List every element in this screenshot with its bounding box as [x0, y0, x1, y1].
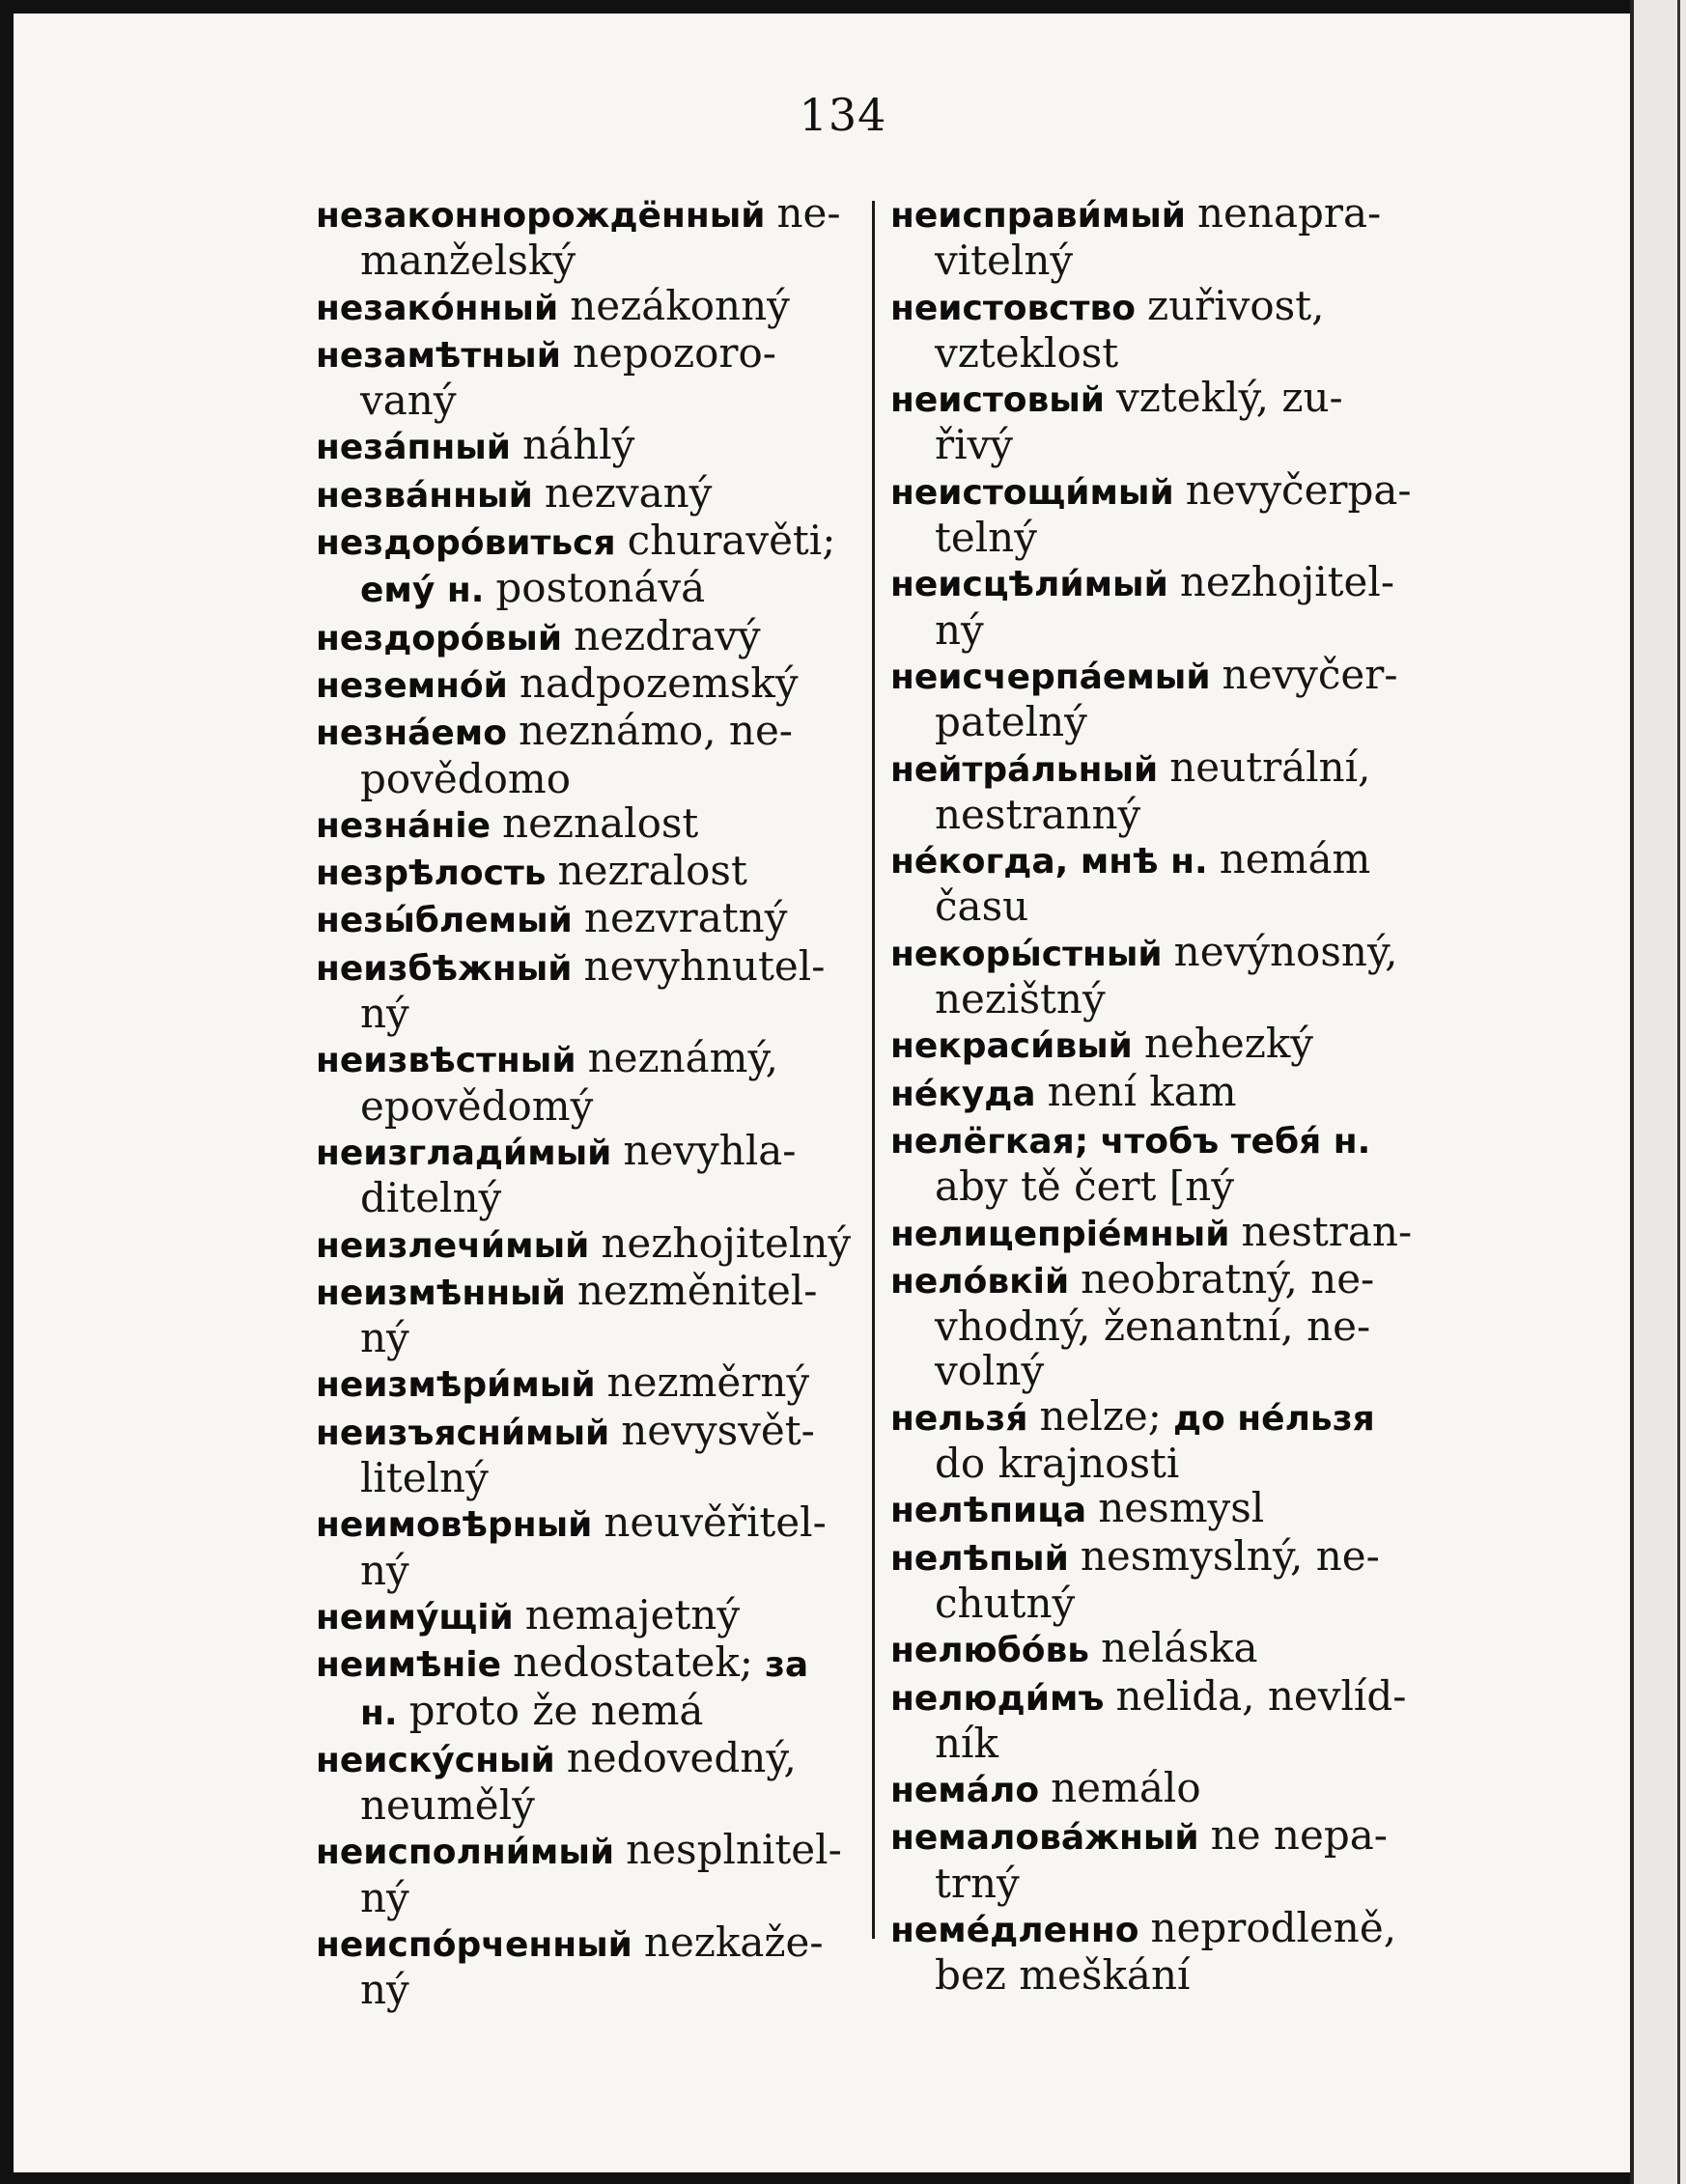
entry-first-line [316, 1126, 861, 1176]
translation: ditelný [360, 1174, 502, 1222]
entry-first-line [316, 423, 861, 470]
dictionary-entry [316, 1360, 861, 1408]
entry-continuation-line [890, 1304, 1441, 1349]
phrase-headword: до нéльзя [1172, 1398, 1375, 1439]
translation: vzteklý, zu- [1116, 374, 1343, 422]
dictionary-entry [890, 1671, 1441, 1767]
entry-first-line [890, 1117, 1441, 1164]
translation: litelný [360, 1454, 489, 1502]
translation: vitelný [935, 237, 1074, 285]
translation: ne- [776, 189, 841, 237]
right-column [890, 191, 1441, 1999]
dictionary-entry [890, 1766, 1441, 1813]
dictionary-entry [316, 191, 861, 284]
translation: nevýnosný, [1173, 927, 1398, 975]
entry-continuation-line [890, 1442, 1441, 1486]
phrase-headword: за [764, 1645, 809, 1686]
headword: неизмѣнный [316, 1273, 566, 1313]
translation: povědomo [360, 754, 572, 802]
headword: незнáемо [316, 714, 507, 754]
entry-first-line [316, 658, 861, 709]
entry-first-line [316, 468, 861, 518]
translation: nedovedný, [566, 1733, 797, 1781]
translation: nezralost [557, 847, 747, 895]
translation: ne nepa- [1210, 1811, 1388, 1860]
translation: neuvěřitel- [604, 1498, 827, 1547]
dictionary-entry [316, 1036, 861, 1129]
headword: нéкуда [890, 1074, 1036, 1114]
headword: неземнóй [316, 665, 508, 706]
translation: nemajetný [524, 1590, 741, 1638]
dictionary-entry [890, 1067, 1441, 1117]
translation: ný [360, 1873, 409, 1921]
translation: trný [935, 1859, 1020, 1907]
translation: proto že nemá [408, 1686, 704, 1734]
translation: nezměrný [606, 1358, 810, 1407]
dictionary-entry [316, 1733, 861, 1830]
dictionary-entry [890, 927, 1441, 1023]
entry-continuation-line [316, 1873, 861, 1921]
entry-first-line [316, 281, 861, 331]
translation: nevyhnutel- [583, 941, 826, 990]
headword: неизвѣстный [316, 1041, 576, 1081]
entry-first-line [316, 1406, 861, 1456]
left-column [316, 191, 861, 2013]
entry-continuation-line [316, 1968, 861, 2012]
entry-first-line [890, 1671, 1441, 1722]
headword: неизбѣжный [316, 948, 573, 989]
headword: неизлечи́мый [316, 1225, 590, 1266]
dictionary-entry [316, 709, 861, 801]
dictionary-entry [316, 798, 861, 849]
translation: vaný [360, 377, 457, 425]
translation: nesmyslný, ne- [1080, 1531, 1380, 1580]
entry-first-line [890, 1254, 1441, 1304]
translation: neumělý [360, 1781, 535, 1830]
headword: нелюди́мъ [890, 1678, 1105, 1719]
headword: нелѣпица [890, 1491, 1087, 1531]
entry-first-line [316, 611, 861, 661]
translation: nezkaže- [643, 1918, 824, 1966]
translation: ný [360, 1314, 409, 1362]
entry-continuation-line [316, 1686, 861, 1736]
translation: ník [935, 1719, 998, 1767]
headword: неимѣніе [316, 1645, 502, 1686]
entry-continuation-line [316, 1456, 861, 1500]
translation: nesmysl [1098, 1484, 1265, 1532]
translation: nemálo [1051, 1764, 1201, 1812]
translation: nesplnitel- [626, 1826, 842, 1874]
headword: нéкогда, мнѣ н. [890, 842, 1208, 882]
headword: нелюбóвь [890, 1631, 1090, 1671]
translation: bez meškání [935, 1951, 1191, 2000]
headword: немаловáжный [890, 1818, 1199, 1859]
headword: немéдленно [890, 1910, 1139, 1950]
dictionary-entry [316, 849, 861, 896]
headword: незаконнорождённый [316, 196, 766, 236]
translation: ný [360, 990, 409, 1038]
headword: нездорóвиться [316, 523, 616, 564]
entry-first-line [890, 742, 1441, 793]
entry-continuation-line [890, 884, 1441, 929]
headword: неистовый [890, 380, 1106, 421]
dictionary-entry [890, 1022, 1441, 1069]
entry-first-line [890, 1813, 1441, 1861]
headword: неизглади́мый [316, 1133, 612, 1173]
translation: nezákonný [570, 281, 790, 329]
headword: нельзя́ [890, 1398, 1028, 1439]
entry-first-line [316, 1266, 861, 1316]
dictionary-entry [890, 376, 1441, 468]
page-edge [1630, 0, 1686, 2184]
entry-first-line [316, 1500, 861, 1548]
entry-first-line [316, 896, 861, 943]
translation: ný [935, 605, 984, 654]
translation: nadpozemský [519, 658, 799, 707]
translation: neznámo, ne- [518, 707, 793, 755]
translation: neprodleně, [1150, 1903, 1397, 1951]
translation: není kam [1047, 1067, 1237, 1115]
entry-first-line [316, 941, 861, 992]
entry-first-line [890, 1067, 1441, 1117]
entry-first-line [890, 376, 1441, 423]
translation: nezvaný [544, 468, 713, 517]
entry-first-line [890, 1531, 1441, 1582]
dictionary-entry [316, 1500, 861, 1593]
entry-first-line [890, 281, 1441, 331]
headword: неистощи́мый [890, 472, 1174, 513]
dictionary-entry [316, 328, 861, 425]
entry-first-line [890, 1903, 1441, 1953]
headword: незáпный [316, 428, 512, 468]
dictionary-entry [316, 896, 861, 943]
dictionary-entry [890, 1391, 1441, 1488]
entry-continuation-line [316, 754, 861, 802]
entry-continuation-line [890, 1953, 1441, 1998]
entry-first-line [890, 1766, 1441, 1813]
entry-first-line [890, 837, 1441, 884]
headword: емý н. [360, 571, 485, 611]
translation: neznalost [502, 798, 699, 847]
translation: náhlý [522, 421, 635, 469]
entry-continuation-line [890, 1719, 1441, 1767]
translation: neznámý, [587, 1034, 779, 1082]
translation: nelida, nevlíd- [1115, 1671, 1407, 1720]
headword: неимовѣрный [316, 1505, 593, 1546]
headword: неисчерпáемый [890, 657, 1211, 697]
translation: neobratný, ne- [1081, 1254, 1375, 1302]
dictionary-entry [890, 281, 1441, 377]
headword: неиспóрченный [316, 1924, 632, 1965]
dictionary-entry [890, 1117, 1441, 1210]
page-number: 134 [799, 89, 887, 141]
headword: неисправи́мый [890, 196, 1186, 236]
entry-continuation-line [316, 238, 861, 283]
headword: незвáнный [316, 475, 533, 516]
entry-continuation-line [316, 1176, 861, 1220]
headword: немáло [890, 1771, 1040, 1811]
entry-continuation-line [316, 1316, 861, 1360]
translation: nezdravý [574, 611, 761, 659]
entry-first-line [890, 1486, 1441, 1533]
dictionary-entry [316, 1266, 861, 1362]
dictionary-entry [890, 1207, 1441, 1257]
entry-continuation-line [890, 790, 1441, 838]
translation: nemám [1219, 835, 1371, 883]
translation: epovědomý [360, 1081, 594, 1130]
entry-first-line [316, 518, 861, 566]
entry-continuation-line [316, 992, 861, 1036]
dictionary-entry [316, 1640, 861, 1736]
translation: nestranný [935, 790, 1141, 838]
dictionary-entry [890, 465, 1441, 562]
entry-continuation-line [890, 1859, 1441, 1907]
entry-continuation-line [890, 328, 1441, 377]
entry-continuation-line [316, 1783, 861, 1828]
translation: vzteklost [935, 328, 1119, 377]
translation: do krajnosti [935, 1440, 1180, 1488]
headword: некоры́стный [890, 934, 1163, 974]
translation: nedostatek; [513, 1638, 753, 1687]
translation: telný [935, 514, 1037, 562]
entry-first-line [316, 1036, 861, 1083]
translation: postonává [495, 564, 706, 612]
headword: незакóнный [316, 288, 559, 328]
dictionary-entry [316, 1218, 861, 1269]
entry-continuation-line [890, 1579, 1441, 1627]
headword: некраси́вый [890, 1026, 1133, 1067]
translation: nevyčer- [1222, 650, 1398, 698]
headword: нездорóвый [316, 618, 563, 658]
translation: nenapra- [1197, 189, 1382, 237]
dictionary-entry [890, 560, 1441, 653]
headword: незрѣлость [316, 854, 547, 894]
dictionary-entry [316, 611, 861, 661]
translation: nezištný [935, 975, 1106, 1023]
entry-first-line [316, 709, 861, 756]
headword: нейтрáльный [890, 749, 1159, 790]
translation: chutný [935, 1579, 1076, 1627]
headword: незнáніе [316, 805, 492, 846]
headword: неисцѣли́мый [890, 565, 1168, 605]
entry-first-line [316, 1360, 861, 1408]
entry-first-line [890, 927, 1441, 977]
translation: nezhojitel- [1179, 558, 1395, 606]
entry-first-line [316, 1590, 861, 1640]
entry-continuation-line [890, 977, 1441, 1022]
entry-first-line [890, 1626, 1441, 1673]
translation: řivý [935, 421, 1013, 469]
dictionary-entry [316, 1590, 861, 1640]
dictionary-entry [316, 1828, 861, 1920]
dictionary-entry [890, 1813, 1441, 1906]
entry-first-line [316, 1218, 861, 1269]
dictionary-entry [890, 1903, 1441, 2000]
translation: nezvratný [583, 894, 788, 942]
entry-first-line [316, 328, 861, 378]
translation: manželský [360, 237, 576, 285]
entry-first-line [316, 849, 861, 896]
headword: неискýсный [316, 1740, 555, 1780]
entry-first-line [316, 1920, 861, 1968]
translation: nevyhla- [623, 1126, 797, 1174]
headword: нелѣпый [890, 1538, 1069, 1579]
dictionary-entry [316, 423, 861, 470]
translation: nestran- [1241, 1207, 1413, 1255]
dictionary-entry [316, 468, 861, 518]
entry-first-line [316, 1733, 861, 1783]
headword: нелицепріéмный [890, 1214, 1230, 1254]
headword: неистовство [890, 288, 1136, 328]
dictionary-entry [316, 1406, 861, 1502]
headword: нелóвкій [890, 1261, 1070, 1302]
dictionary-entry [890, 1486, 1441, 1533]
dictionary-entry [890, 191, 1441, 284]
column-divider [872, 201, 875, 1939]
dictionary-entry [890, 837, 1441, 930]
entry-first-line [890, 650, 1441, 700]
translation: nezměnitel- [576, 1266, 818, 1314]
translation: neutrální, [1169, 742, 1371, 791]
dictionary-entry [890, 1254, 1441, 1395]
translation: ný [360, 1546, 409, 1594]
entry-first-line [890, 465, 1441, 516]
entry-continuation-line [890, 238, 1441, 283]
dictionary-entry [316, 281, 861, 331]
headword: н. [360, 1693, 398, 1733]
translation: aby tě čert [ný [935, 1162, 1234, 1211]
dictionary-entry [316, 1920, 861, 2013]
dictionary-entry [316, 658, 861, 709]
entry-continuation-line [316, 1081, 861, 1130]
entry-first-line [890, 1391, 1441, 1442]
dictionary-entry [890, 742, 1441, 838]
translation: zuřivost, [1146, 281, 1325, 329]
entry-first-line [316, 1828, 861, 1875]
headword: незамѣтный [316, 335, 561, 376]
translation: vhodný, ženantní, ne- [935, 1302, 1371, 1351]
entry-continuation-line [890, 1164, 1441, 1209]
entry-first-line [316, 1640, 861, 1688]
translation: nelze; [1039, 1391, 1162, 1440]
headword: неисполни́мый [316, 1833, 615, 1873]
translation: ný [360, 1966, 409, 2014]
headword: неизъясни́мый [316, 1413, 610, 1453]
entry-continuation-line [890, 700, 1441, 744]
entry-continuation-line [316, 1546, 861, 1594]
headword: нелёгкая; чтобъ тебя́ н. [890, 1121, 1371, 1162]
translation: volný [935, 1347, 1045, 1395]
translation: času [935, 882, 1029, 931]
entry-first-line [890, 1207, 1441, 1257]
entry-first-line [890, 191, 1441, 238]
entry-first-line [890, 560, 1441, 607]
headword: неимýщій [316, 1597, 514, 1638]
translation: churavěti; [627, 517, 836, 565]
entry-continuation-line [316, 566, 861, 613]
entry-first-line [890, 1022, 1441, 1069]
dictionary-entry [890, 650, 1441, 746]
translation: nevysvět- [621, 1406, 815, 1454]
translation: nezhojitelný [601, 1218, 852, 1267]
translation: patelný [935, 698, 1087, 746]
translation: nepozoro- [572, 328, 776, 377]
entry-continuation-line [316, 378, 861, 423]
entry-first-line [316, 798, 861, 849]
dictionary-entry [316, 518, 861, 614]
binding-edge-line [1677, 0, 1680, 2184]
headword: незы́блемый [316, 901, 573, 941]
dictionary-entry [316, 941, 861, 1038]
headword: неизмѣри́мый [316, 1365, 596, 1406]
translation: neláska [1101, 1624, 1258, 1672]
entry-continuation-line [890, 423, 1441, 467]
dictionary-entry [890, 1531, 1441, 1627]
dictionary-entry [890, 1626, 1441, 1673]
entry-continuation-line [890, 1349, 1441, 1393]
entry-continuation-line [890, 516, 1441, 560]
dictionary-entry [316, 1126, 861, 1222]
entry-first-line [316, 191, 861, 238]
translation: nehezký [1143, 1020, 1314, 1068]
translation: nevyčerpa- [1185, 465, 1412, 514]
entry-continuation-line [890, 605, 1441, 654]
